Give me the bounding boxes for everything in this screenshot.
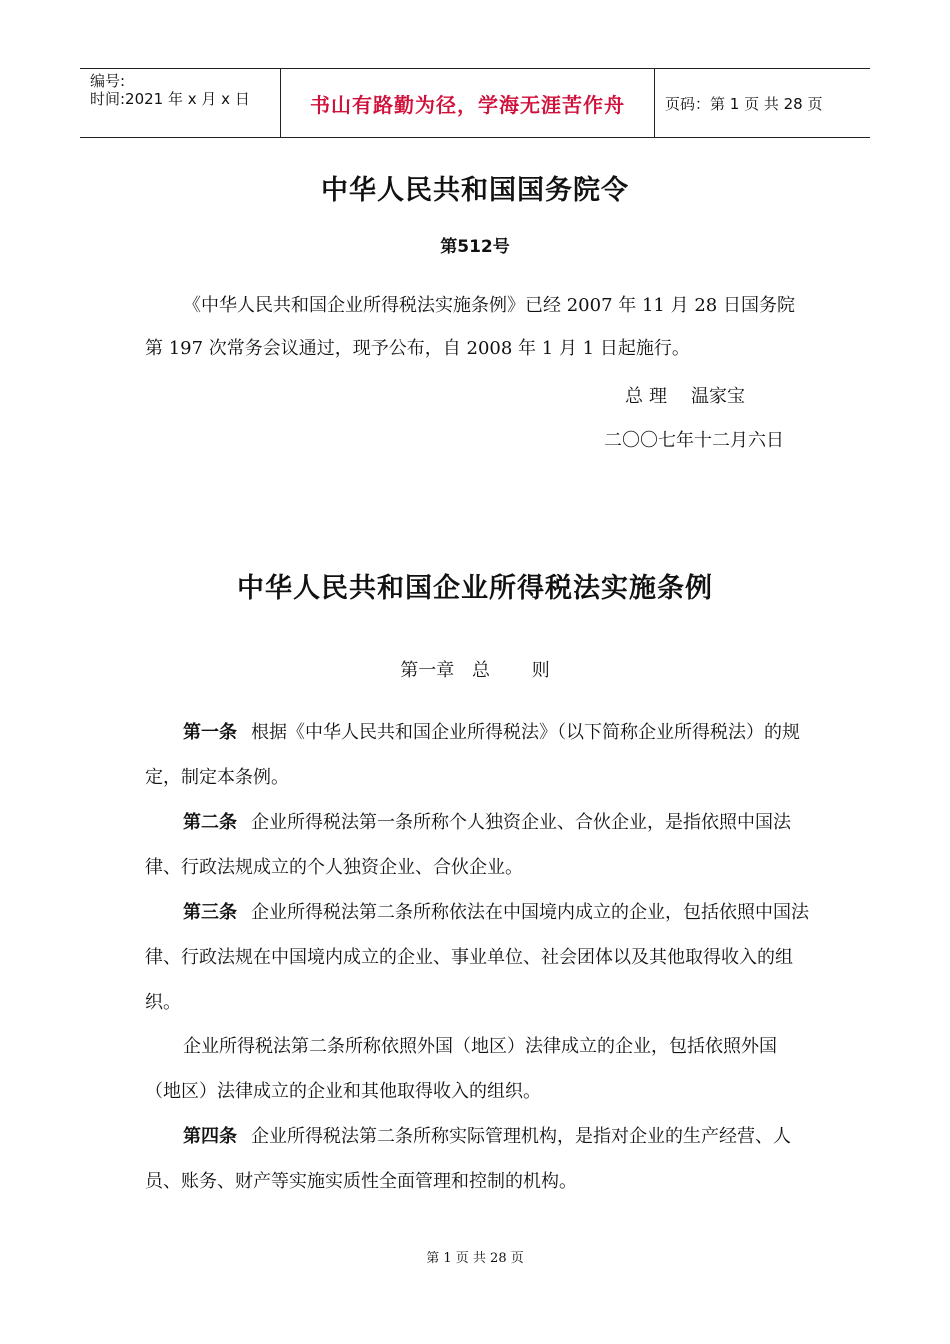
- time-label: 时间:2021 年 x 月 x 日: [90, 90, 250, 108]
- chapter-title-part: 总: [472, 660, 490, 681]
- code-label: 编号:: [90, 72, 126, 90]
- header-page-info: [655, 69, 870, 137]
- article-lead: 第一条: [183, 722, 237, 743]
- article-lead: 第三条: [183, 902, 237, 923]
- header-meta: [80, 69, 281, 137]
- article-text: 企业所得税法第二条所称实际管理机构，是指对企业的生产经营、人员、账务、财产等实施实质性全面管理和控制的机构。: [145, 1126, 791, 1192]
- decree-body-line1: 《中华人民共和国企业所得税法实施条例》已经 2007 年 11 月 28 日国务院: [183, 295, 795, 316]
- chapter-number: 第一章: [400, 660, 455, 681]
- signer-role-part: 理: [649, 386, 667, 407]
- signer-role-part: 总: [625, 386, 643, 407]
- decree-number: 第512号: [440, 237, 510, 257]
- document-header: [80, 68, 870, 138]
- article-3-paragraph-2: [145, 1024, 810, 1114]
- article-text: 根据《中华人民共和国企业所得税法》（以下简称企业所得税法）的规定，制定本条例。: [145, 722, 800, 788]
- decree-body: [145, 284, 810, 370]
- signer: [625, 382, 751, 408]
- decree-title: 中华人民共和国国务院令: [321, 175, 629, 206]
- article-text: 企业所得税法第一条所称个人独资企业、合伙企业，是指依照中国法律、行政法规成立的个人独资企业、合伙企业。: [145, 812, 791, 878]
- chapter-title-part: 则: [531, 660, 550, 681]
- chapter-heading: [0, 656, 950, 682]
- regulation-title: 中华人民共和国企业所得税法实施条例: [237, 573, 713, 604]
- motto: 书山有路勤为径，学海无涯苦作舟: [310, 92, 625, 117]
- page-footer: 第 1 页 共 28 页: [426, 1251, 524, 1266]
- article-1: [145, 710, 810, 800]
- article-2: [145, 800, 810, 890]
- article-text: 企业所得税法第二条所称依法在中国境内成立的企业，包括依照中国法律、行政法规在中国境内成立的企业、事业单位、社会团体以及其他取得收入的组织。: [145, 902, 809, 1013]
- page-info: 页码：第 1 页 共 28 页: [665, 94, 823, 113]
- header-motto-cell: [281, 69, 655, 137]
- article-3: [145, 890, 810, 1025]
- article-lead: 第二条: [183, 812, 237, 833]
- article-lead: 第四条: [183, 1126, 237, 1147]
- signer-name: 温家宝: [691, 386, 745, 407]
- article-text: 企业所得税法第二条所称依照外国（地区）法律成立的企业，包括依照外国（地区）法律成立的企业和其他取得收入的组织。: [145, 1036, 777, 1102]
- article-4: [145, 1114, 810, 1204]
- decree-body-line2: 第 197 次常务会议通过，现予公布，自 2008 年 1 月 1 日起施行。: [145, 338, 690, 359]
- decree-date: 二〇〇七年十二月六日: [604, 430, 784, 451]
